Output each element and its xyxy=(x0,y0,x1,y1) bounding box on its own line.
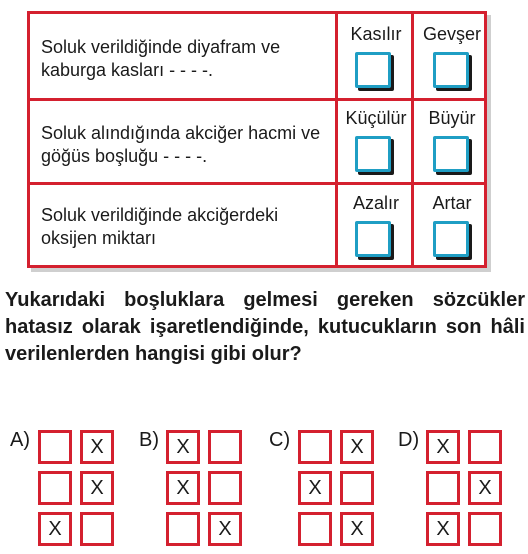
option-grid-box xyxy=(166,512,200,546)
option-grid-box: X xyxy=(426,512,460,546)
answer-checkbox[interactable] xyxy=(433,136,469,172)
table-row xyxy=(30,182,484,271)
option-grid-box xyxy=(38,471,72,505)
option-grid-box: X xyxy=(166,430,200,464)
statement-text: Soluk verildiğinde akciğerdeki oksijen miktarı xyxy=(41,205,279,248)
option-grid-box: X xyxy=(426,430,460,464)
answer-checkbox[interactable] xyxy=(355,136,391,172)
option-grid-box: X xyxy=(468,471,502,505)
option-letter[interactable]: A) xyxy=(10,429,30,451)
option-grid-box xyxy=(38,430,72,464)
answer-checkbox[interactable] xyxy=(433,221,469,257)
answer-checkbox[interactable] xyxy=(433,52,469,88)
statement-text: Soluk alındığında akciğer hacmi ve göğüs boşluğu - - - -. xyxy=(41,123,321,166)
table-row xyxy=(30,98,484,185)
option-label: Azalır xyxy=(352,193,399,213)
option-grid-box xyxy=(468,430,502,464)
option-letter[interactable]: B) xyxy=(139,429,159,451)
option-grid-box: X xyxy=(298,471,332,505)
table-row xyxy=(30,14,484,98)
option-grid-box xyxy=(340,471,374,505)
option-label: Gevşer xyxy=(422,24,482,44)
option-grid-box: X xyxy=(166,471,200,505)
option-label: Büyür xyxy=(428,108,476,128)
option-grid-box: X xyxy=(80,471,114,505)
option-label: Artar xyxy=(432,193,472,213)
option-grid-box: X xyxy=(80,430,114,464)
statement-table xyxy=(27,11,487,268)
option-grid-box: X xyxy=(38,512,72,546)
option-letter[interactable]: D) xyxy=(398,429,420,451)
statement-text: Soluk verildiğinde diyafram ve kaburga kasları - - - -. xyxy=(41,37,281,80)
option-grid-box xyxy=(298,430,332,464)
option-grid-box xyxy=(208,430,242,464)
option-grid-box: X xyxy=(208,512,242,546)
option-grid-box xyxy=(468,512,502,546)
answer-checkbox[interactable] xyxy=(355,52,391,88)
option-label: Küçülür xyxy=(345,108,407,128)
question-text: Yukarıdaki boşluklara gelmesi gereken sözcükler hatasız olarak işaretlendiğinde, kutucukların son hâli verilenlerden hangisi gibi olur? xyxy=(5,289,525,365)
option-grid-box xyxy=(426,471,460,505)
option-grid-box xyxy=(208,471,242,505)
option-grid-box: X xyxy=(340,512,374,546)
answer-checkbox[interactable] xyxy=(355,221,391,257)
option-letter[interactable]: C) xyxy=(269,429,291,451)
option-label: Kasılır xyxy=(350,24,402,44)
option-grid-box: X xyxy=(340,430,374,464)
option-grid-box xyxy=(80,512,114,546)
option-grid-box xyxy=(298,512,332,546)
